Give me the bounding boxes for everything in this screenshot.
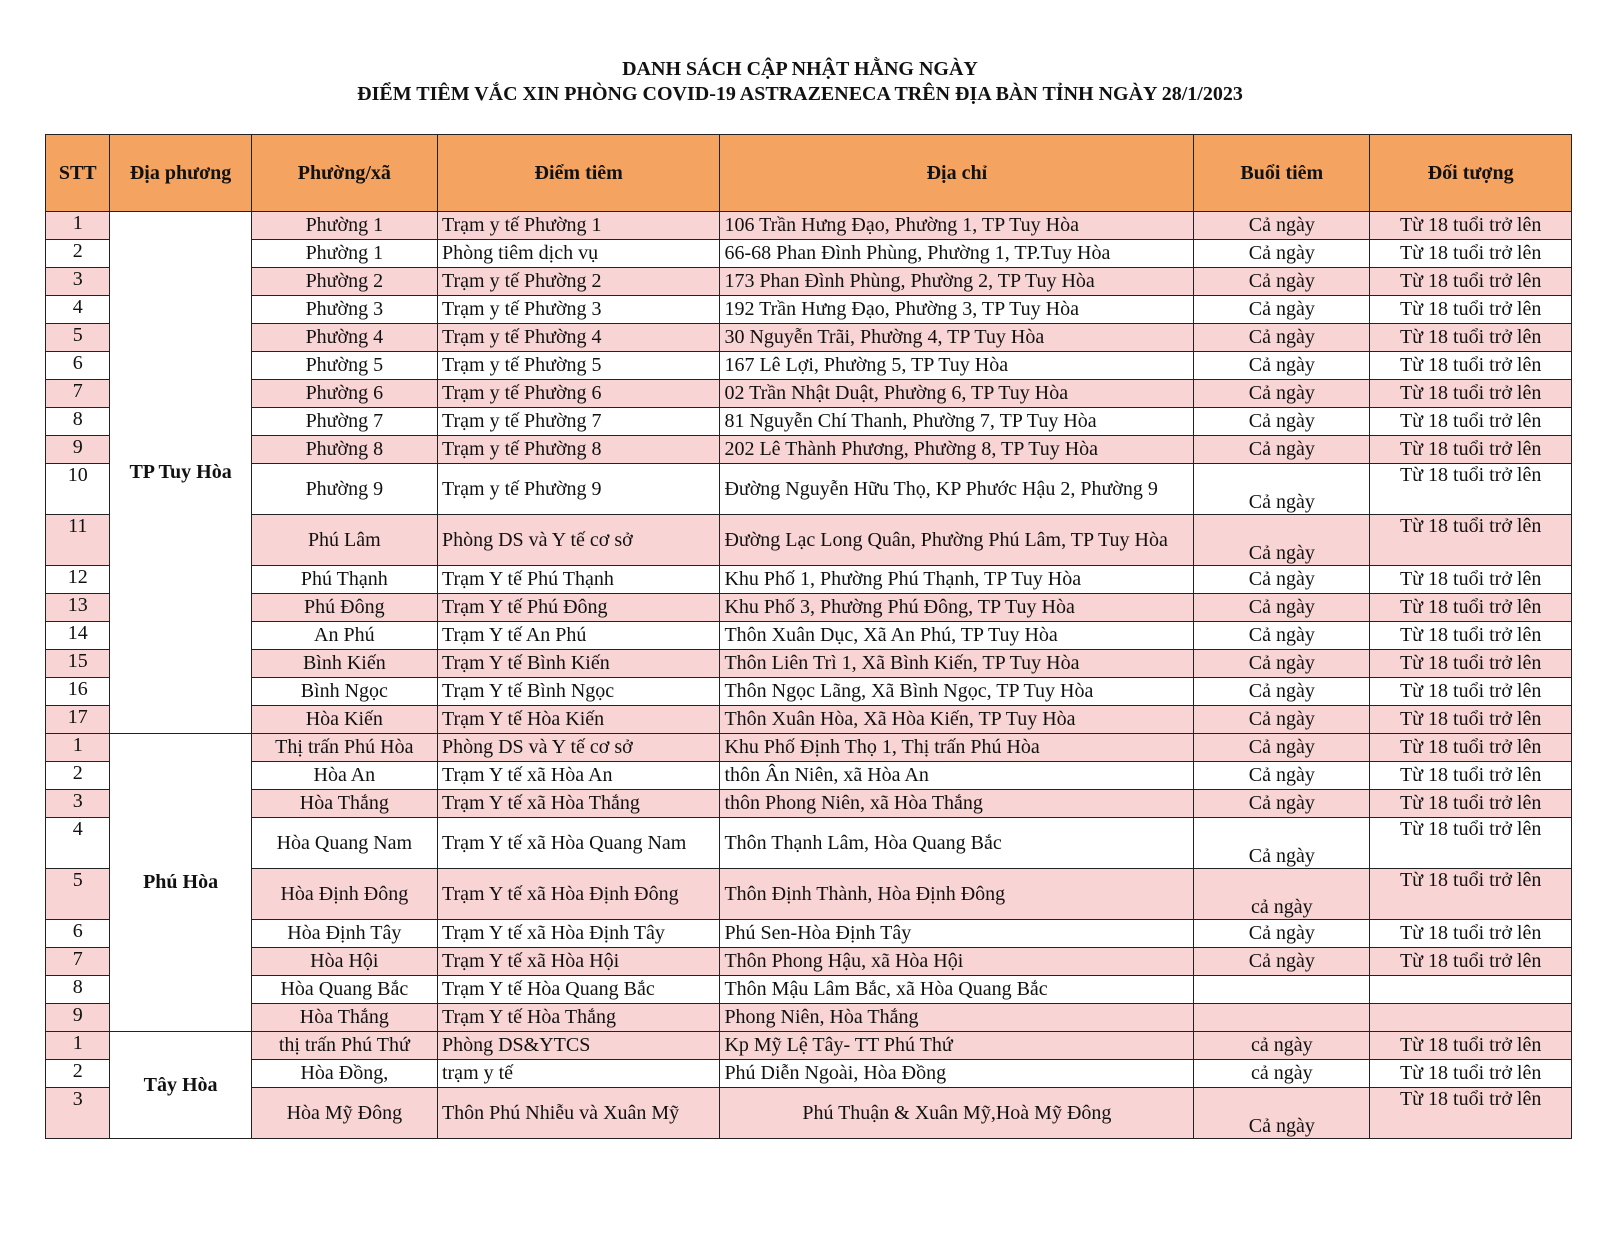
session-cell: Cả ngày bbox=[1194, 436, 1370, 464]
ward-cell: Phường 4 bbox=[251, 324, 437, 352]
target-cell: Từ 18 tuổi trở lên bbox=[1370, 296, 1572, 324]
stt-cell: 6 bbox=[46, 920, 110, 948]
address-cell: Kp Mỹ Lệ Tây- TT Phú Thứ bbox=[720, 1032, 1194, 1060]
session-cell: Cả ngày bbox=[1194, 240, 1370, 268]
session-cell bbox=[1194, 976, 1370, 1004]
address-cell: Thôn Ngọc Lãng, Xã Bình Ngọc, TP Tuy Hòa bbox=[720, 678, 1194, 706]
target-cell: Từ 18 tuổi trở lên bbox=[1370, 706, 1572, 734]
ward-cell: Phường 8 bbox=[251, 436, 437, 464]
address-cell: Khu Phố 1, Phường Phú Thạnh, TP Tuy Hòa bbox=[720, 566, 1194, 594]
stt-cell: 7 bbox=[46, 380, 110, 408]
ward-cell: Hòa Hội bbox=[251, 948, 437, 976]
page-subtitle: ĐIỂM TIÊM VẮC XIN PHÒNG COVID-19 ASTRAZENECA TRÊN ĐỊA BÀN TỈNH NGÀY 28/1/2023 bbox=[357, 83, 1243, 105]
site-cell: Trạm Y tế An Phú bbox=[437, 622, 719, 650]
site-cell: Trạm Y tế Hòa Thắng bbox=[437, 1004, 719, 1032]
stt-cell: 4 bbox=[46, 818, 110, 869]
site-cell: Trạm Y tế xã Hòa Định Đông bbox=[437, 869, 719, 920]
table-row bbox=[46, 464, 1572, 515]
session-cell: Cả ngày bbox=[1194, 566, 1370, 594]
ward-cell: Phú Đông bbox=[251, 594, 437, 622]
ward-cell: Hòa An bbox=[251, 762, 437, 790]
table-row bbox=[46, 706, 1572, 734]
stt-cell: 1 bbox=[46, 1032, 110, 1060]
stt-cell: 9 bbox=[46, 1004, 110, 1032]
site-cell: Phòng tiêm dịch vụ bbox=[437, 240, 719, 268]
site-cell: Trạm Y tế xã Hòa Định Tây bbox=[437, 920, 719, 948]
address-cell: Đường Lạc Long Quân, Phường Phú Lâm, TP Tuy Hòa bbox=[720, 515, 1194, 566]
ward-cell: Hòa Định Đông bbox=[251, 869, 437, 920]
table-row bbox=[46, 436, 1572, 464]
target-cell: Từ 18 tuổi trở lên bbox=[1370, 622, 1572, 650]
site-cell: Trạm Y tế xã Hòa Thắng bbox=[437, 790, 719, 818]
stt-cell: 8 bbox=[46, 976, 110, 1004]
site-cell: trạm y tế bbox=[437, 1060, 719, 1088]
header-address: Địa chỉ bbox=[720, 135, 1194, 212]
address-cell: Phong Niên, Hòa Thắng bbox=[720, 1004, 1194, 1032]
target-cell: Từ 18 tuổi trở lên bbox=[1370, 920, 1572, 948]
target-cell: Từ 18 tuổi trở lên bbox=[1370, 436, 1572, 464]
session-cell: cả ngày bbox=[1194, 869, 1370, 920]
site-cell: Phòng DS&YTCS bbox=[437, 1032, 719, 1060]
site-cell: Trạm Y tế xã Hòa Quang Nam bbox=[437, 818, 719, 869]
stt-cell: 5 bbox=[46, 869, 110, 920]
site-cell: Trạm Y tế Bình Kiến bbox=[437, 650, 719, 678]
session-cell: Cả ngày bbox=[1194, 324, 1370, 352]
target-cell: Từ 18 tuổi trở lên bbox=[1370, 515, 1572, 566]
ward-cell: Phường 6 bbox=[251, 380, 437, 408]
table-row bbox=[46, 976, 1572, 1004]
session-cell: Cả ngày bbox=[1194, 818, 1370, 869]
session-cell: Cả ngày bbox=[1194, 408, 1370, 436]
table-row bbox=[46, 734, 1572, 762]
site-cell: Trạm y tế Phường 4 bbox=[437, 324, 719, 352]
table-row bbox=[46, 920, 1572, 948]
stt-cell: 10 bbox=[46, 464, 110, 515]
table-row bbox=[46, 762, 1572, 790]
table-row bbox=[46, 678, 1572, 706]
address-cell: 167 Lê Lợi, Phường 5, TP Tuy Hòa bbox=[720, 352, 1194, 380]
target-cell: Từ 18 tuổi trở lên bbox=[1370, 566, 1572, 594]
address-cell: 202 Lê Thành Phương, Phường 8, TP Tuy Hòa bbox=[720, 436, 1194, 464]
ward-cell: Hòa Thắng bbox=[251, 1004, 437, 1032]
session-cell: Cả ngày bbox=[1194, 212, 1370, 240]
site-cell: Trạm y tế Phường 6 bbox=[437, 380, 719, 408]
address-cell: Thôn Liên Trì 1, Xã Bình Kiến, TP Tuy Hòa bbox=[720, 650, 1194, 678]
vaccination-sites-table bbox=[45, 134, 1572, 1139]
ward-cell: thị trấn Phú Thứ bbox=[251, 1032, 437, 1060]
address-cell: Phú Thuận & Xuân Mỹ,Hoà Mỹ Đông bbox=[720, 1088, 1194, 1139]
session-cell: Cả ngày bbox=[1194, 1088, 1370, 1139]
session-cell: Cả ngày bbox=[1194, 296, 1370, 324]
table-row bbox=[46, 1032, 1572, 1060]
table-header-row bbox=[46, 135, 1572, 212]
target-cell: Từ 18 tuổi trở lên bbox=[1370, 1060, 1572, 1088]
ward-cell: Thị trấn Phú Hòa bbox=[251, 734, 437, 762]
table-row bbox=[46, 240, 1572, 268]
stt-cell: 5 bbox=[46, 324, 110, 352]
address-cell: 30 Nguyễn Trãi, Phường 4, TP Tuy Hòa bbox=[720, 324, 1194, 352]
address-cell: 66-68 Phan Đình Phùng, Phường 1, TP.Tuy Hòa bbox=[720, 240, 1194, 268]
ward-cell: Bình Ngọc bbox=[251, 678, 437, 706]
site-cell: Trạm y tế Phường 1 bbox=[437, 212, 719, 240]
locality-cell: Tây Hòa bbox=[110, 1032, 251, 1139]
table-row bbox=[46, 650, 1572, 678]
stt-cell: 3 bbox=[46, 1088, 110, 1139]
ward-cell: Phường 5 bbox=[251, 352, 437, 380]
site-cell: Trạm Y tế Phú Đông bbox=[437, 594, 719, 622]
stt-cell: 7 bbox=[46, 948, 110, 976]
address-cell: Thôn Định Thành, Hòa Định Đông bbox=[720, 869, 1194, 920]
target-cell: Từ 18 tuổi trở lên bbox=[1370, 408, 1572, 436]
ward-cell: Phường 7 bbox=[251, 408, 437, 436]
target-cell: Từ 18 tuổi trở lên bbox=[1370, 734, 1572, 762]
session-cell bbox=[1194, 1004, 1370, 1032]
stt-cell: 3 bbox=[46, 268, 110, 296]
table-row bbox=[46, 515, 1572, 566]
target-cell: Từ 18 tuổi trở lên bbox=[1370, 790, 1572, 818]
table-row bbox=[46, 1060, 1572, 1088]
address-cell: Thôn Xuân Dục, Xã An Phú, TP Tuy Hòa bbox=[720, 622, 1194, 650]
site-cell: Trạm y tế Phường 9 bbox=[437, 464, 719, 515]
stt-cell: 13 bbox=[46, 594, 110, 622]
session-cell: Cả ngày bbox=[1194, 464, 1370, 515]
site-cell: Phòng DS và Y tế cơ sở bbox=[437, 515, 719, 566]
stt-cell: 2 bbox=[46, 762, 110, 790]
header-target: Đối tượng bbox=[1370, 135, 1572, 212]
target-cell: Từ 18 tuổi trở lên bbox=[1370, 869, 1572, 920]
target-cell bbox=[1370, 976, 1572, 1004]
stt-cell: 2 bbox=[46, 240, 110, 268]
header-session: Buổi tiêm bbox=[1194, 135, 1370, 212]
ward-cell: Hòa Quang Nam bbox=[251, 818, 437, 869]
table-row bbox=[46, 818, 1572, 869]
table-row bbox=[46, 352, 1572, 380]
table-row bbox=[46, 296, 1572, 324]
address-cell: Phú Sen-Hòa Định Tây bbox=[720, 920, 1194, 948]
table-row bbox=[46, 408, 1572, 436]
ward-cell: Hòa Mỹ Đông bbox=[251, 1088, 437, 1139]
table-row bbox=[46, 622, 1572, 650]
session-cell: Cả ngày bbox=[1194, 650, 1370, 678]
session-cell: Cả ngày bbox=[1194, 380, 1370, 408]
stt-cell: 1 bbox=[46, 212, 110, 240]
target-cell: Từ 18 tuổi trở lên bbox=[1370, 380, 1572, 408]
site-cell: Trạm y tế Phường 5 bbox=[437, 352, 719, 380]
session-cell: Cả ngày bbox=[1194, 948, 1370, 976]
ward-cell: Phú Thạnh bbox=[251, 566, 437, 594]
table-row bbox=[46, 790, 1572, 818]
session-cell: Cả ngày bbox=[1194, 734, 1370, 762]
table-row bbox=[46, 948, 1572, 976]
target-cell bbox=[1370, 1004, 1572, 1032]
session-cell: cả ngày bbox=[1194, 1060, 1370, 1088]
address-cell: Thôn Phong Hậu, xã Hòa Hội bbox=[720, 948, 1194, 976]
address-cell: 192 Trần Hưng Đạo, Phường 3, TP Tuy Hòa bbox=[720, 296, 1194, 324]
header-stt: STT bbox=[46, 135, 110, 212]
locality-cell: TP Tuy Hòa bbox=[110, 212, 251, 734]
site-cell: Trạm Y tế xã Hòa An bbox=[437, 762, 719, 790]
target-cell: Từ 18 tuổi trở lên bbox=[1370, 240, 1572, 268]
target-cell: Từ 18 tuổi trở lên bbox=[1370, 678, 1572, 706]
ward-cell: Hòa Định Tây bbox=[251, 920, 437, 948]
site-cell: Trạm Y tế xã Hòa Hội bbox=[437, 948, 719, 976]
address-cell: thôn Phong Niên, xã Hòa Thắng bbox=[720, 790, 1194, 818]
address-cell: 106 Trần Hưng Đạo, Phường 1, TP Tuy Hòa bbox=[720, 212, 1194, 240]
table-row bbox=[46, 566, 1572, 594]
target-cell: Từ 18 tuổi trở lên bbox=[1370, 324, 1572, 352]
ward-cell: Phường 9 bbox=[251, 464, 437, 515]
session-cell: cả ngày bbox=[1194, 1032, 1370, 1060]
ward-cell: Phú Lâm bbox=[251, 515, 437, 566]
page-title: DANH SÁCH CẬP NHẬT HẰNG NGÀY bbox=[622, 58, 978, 80]
table-row bbox=[46, 1088, 1572, 1139]
address-cell: 173 Phan Đình Phùng, Phường 2, TP Tuy Hòa bbox=[720, 268, 1194, 296]
target-cell: Từ 18 tuổi trở lên bbox=[1370, 818, 1572, 869]
address-cell: Thôn Mậu Lâm Bắc, xã Hòa Quang Bắc bbox=[720, 976, 1194, 1004]
site-cell: Trạm y tế Phường 8 bbox=[437, 436, 719, 464]
target-cell: Từ 18 tuổi trở lên bbox=[1370, 1088, 1572, 1139]
table-row bbox=[46, 1004, 1572, 1032]
header-site: Điểm tiêm bbox=[437, 135, 719, 212]
session-cell: Cả ngày bbox=[1194, 352, 1370, 380]
locality-cell: Phú Hòa bbox=[110, 734, 251, 1032]
session-cell: Cả ngày bbox=[1194, 622, 1370, 650]
address-cell: Đường Nguyễn Hữu Thọ, KP Phước Hậu 2, Phường 9 bbox=[720, 464, 1194, 515]
address-cell: 02 Trần Nhật Duật, Phường 6, TP Tuy Hòa bbox=[720, 380, 1194, 408]
ward-cell: Phường 3 bbox=[251, 296, 437, 324]
stt-cell: 8 bbox=[46, 408, 110, 436]
stt-cell: 6 bbox=[46, 352, 110, 380]
address-cell: Khu Phố 3, Phường Phú Đông, TP Tuy Hòa bbox=[720, 594, 1194, 622]
stt-cell: 16 bbox=[46, 678, 110, 706]
ward-cell: Hòa Kiến bbox=[251, 706, 437, 734]
stt-cell: 3 bbox=[46, 790, 110, 818]
stt-cell: 4 bbox=[46, 296, 110, 324]
target-cell: Từ 18 tuổi trở lên bbox=[1370, 762, 1572, 790]
stt-cell: 12 bbox=[46, 566, 110, 594]
table-row bbox=[46, 594, 1572, 622]
target-cell: Từ 18 tuổi trở lên bbox=[1370, 1032, 1572, 1060]
stt-cell: 9 bbox=[46, 436, 110, 464]
target-cell: Từ 18 tuổi trở lên bbox=[1370, 650, 1572, 678]
session-cell: Cả ngày bbox=[1194, 268, 1370, 296]
session-cell: Cả ngày bbox=[1194, 762, 1370, 790]
address-cell: 81 Nguyễn Chí Thanh, Phường 7, TP Tuy Hòa bbox=[720, 408, 1194, 436]
ward-cell: Hòa Thắng bbox=[251, 790, 437, 818]
table-row bbox=[46, 869, 1572, 920]
stt-cell: 1 bbox=[46, 734, 110, 762]
stt-cell: 11 bbox=[46, 515, 110, 566]
table-row bbox=[46, 324, 1572, 352]
target-cell: Từ 18 tuổi trở lên bbox=[1370, 352, 1572, 380]
ward-cell: Hòa Quang Bắc bbox=[251, 976, 437, 1004]
target-cell: Từ 18 tuổi trở lên bbox=[1370, 464, 1572, 515]
session-cell: Cả ngày bbox=[1194, 790, 1370, 818]
site-cell: Phòng DS và Y tế cơ sở bbox=[437, 734, 719, 762]
address-cell: Phú Diễn Ngoài, Hòa Đồng bbox=[720, 1060, 1194, 1088]
ward-cell: Phường 1 bbox=[251, 212, 437, 240]
table-row bbox=[46, 380, 1572, 408]
target-cell: Từ 18 tuổi trở lên bbox=[1370, 948, 1572, 976]
address-cell: Khu Phố Định Thọ 1, Thị trấn Phú Hòa bbox=[720, 734, 1194, 762]
table-row bbox=[46, 268, 1572, 296]
site-cell: Trạm Y tế Bình Ngọc bbox=[437, 678, 719, 706]
site-cell: Thôn Phú Nhiễu và Xuân Mỹ bbox=[437, 1088, 719, 1139]
ward-cell: An Phú bbox=[251, 622, 437, 650]
header-locality: Địa phương bbox=[110, 135, 251, 212]
target-cell: Từ 18 tuổi trở lên bbox=[1370, 594, 1572, 622]
site-cell: Trạm Y tế Hòa Quang Bắc bbox=[437, 976, 719, 1004]
address-cell: Thôn Xuân Hòa, Xã Hòa Kiến, TP Tuy Hòa bbox=[720, 706, 1194, 734]
ward-cell: Hòa Đồng, bbox=[251, 1060, 437, 1088]
session-cell: Cả ngày bbox=[1194, 594, 1370, 622]
session-cell: Cả ngày bbox=[1194, 920, 1370, 948]
site-cell: Trạm y tế Phường 7 bbox=[437, 408, 719, 436]
site-cell: Trạm y tế Phường 2 bbox=[437, 268, 719, 296]
site-cell: Trạm Y tế Phú Thạnh bbox=[437, 566, 719, 594]
header-ward: Phường/xã bbox=[251, 135, 437, 212]
site-cell: Trạm y tế Phường 3 bbox=[437, 296, 719, 324]
ward-cell: Phường 2 bbox=[251, 268, 437, 296]
stt-cell: 2 bbox=[46, 1060, 110, 1088]
session-cell: Cả ngày bbox=[1194, 706, 1370, 734]
address-cell: Thôn Thạnh Lâm, Hòa Quang Bắc bbox=[720, 818, 1194, 869]
stt-cell: 14 bbox=[46, 622, 110, 650]
session-cell: Cả ngày bbox=[1194, 678, 1370, 706]
table-row bbox=[46, 212, 1572, 240]
stt-cell: 17 bbox=[46, 706, 110, 734]
stt-cell: 15 bbox=[46, 650, 110, 678]
address-cell: thôn Ân Niên, xã Hòa An bbox=[720, 762, 1194, 790]
site-cell: Trạm Y tế Hòa Kiến bbox=[437, 706, 719, 734]
session-cell: Cả ngày bbox=[1194, 515, 1370, 566]
ward-cell: Phường 1 bbox=[251, 240, 437, 268]
target-cell: Từ 18 tuổi trở lên bbox=[1370, 212, 1572, 240]
ward-cell: Bình Kiến bbox=[251, 650, 437, 678]
target-cell: Từ 18 tuổi trở lên bbox=[1370, 268, 1572, 296]
